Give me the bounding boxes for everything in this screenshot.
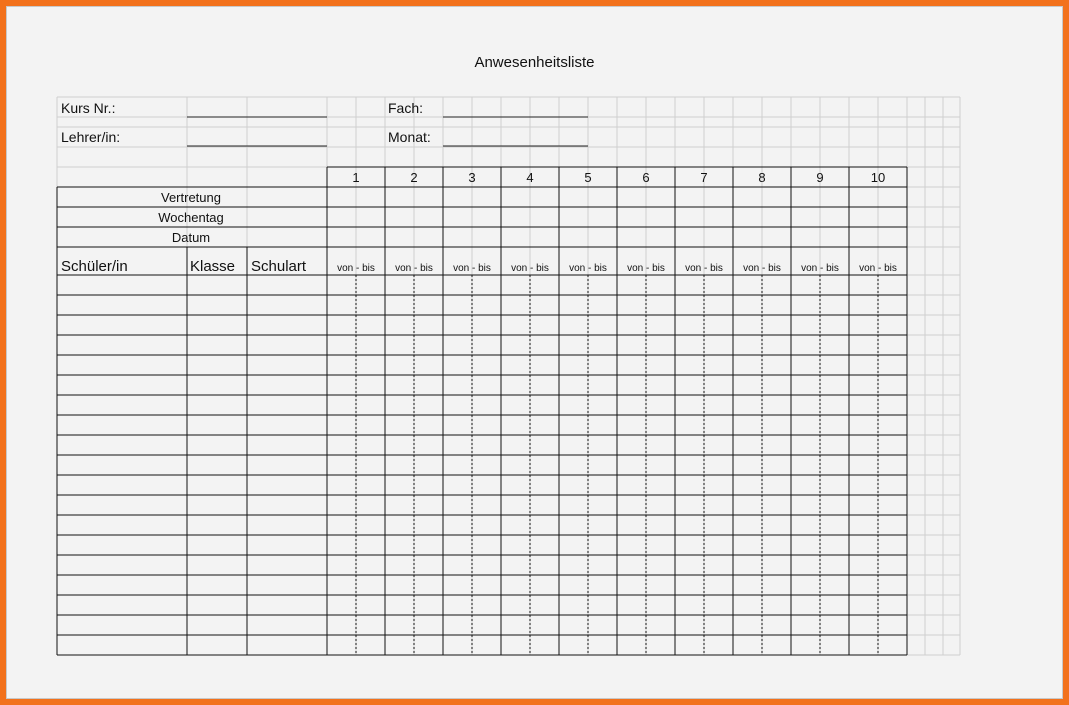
day-number: 9 xyxy=(816,170,824,185)
time-range-label: von - bis xyxy=(743,263,781,274)
time-range-label: von - bis xyxy=(395,263,433,274)
time-range-label: von - bis xyxy=(511,263,549,274)
time-range-label: von - bis xyxy=(627,263,665,274)
time-range-label: von - bis xyxy=(337,263,375,274)
day-number: 2 xyxy=(410,170,418,185)
day-number: 1 xyxy=(352,170,360,185)
time-range-label: von - bis xyxy=(453,263,491,274)
fach-label: Fach: xyxy=(388,100,424,116)
schueler-header: Schüler/in xyxy=(61,258,128,275)
page-title: Anwesenheitsliste xyxy=(474,54,595,71)
day-number: 8 xyxy=(758,170,766,185)
time-range-label: von - bis xyxy=(859,263,897,274)
monat-label: Monat: xyxy=(388,129,431,145)
vertretung-label: Vertretung xyxy=(161,190,221,205)
time-range-label: von - bis xyxy=(801,263,839,274)
day-number: 6 xyxy=(642,170,650,185)
day-number: 3 xyxy=(468,170,476,185)
day-number: 5 xyxy=(584,170,592,185)
day-number: 10 xyxy=(870,170,886,185)
time-range-label: von - bis xyxy=(569,263,607,274)
day-number: 4 xyxy=(526,170,534,185)
kurs-label: Kurs Nr.: xyxy=(61,100,116,116)
klasse-header: Klasse xyxy=(190,258,236,275)
schulart-header: Schulart xyxy=(251,258,307,275)
wochentag-label: Wochentag xyxy=(158,210,224,225)
time-range-label: von - bis xyxy=(685,263,723,274)
datum-label: Datum xyxy=(171,230,211,245)
day-number: 7 xyxy=(700,170,708,185)
lehrer-label: Lehrer/in: xyxy=(61,129,121,145)
